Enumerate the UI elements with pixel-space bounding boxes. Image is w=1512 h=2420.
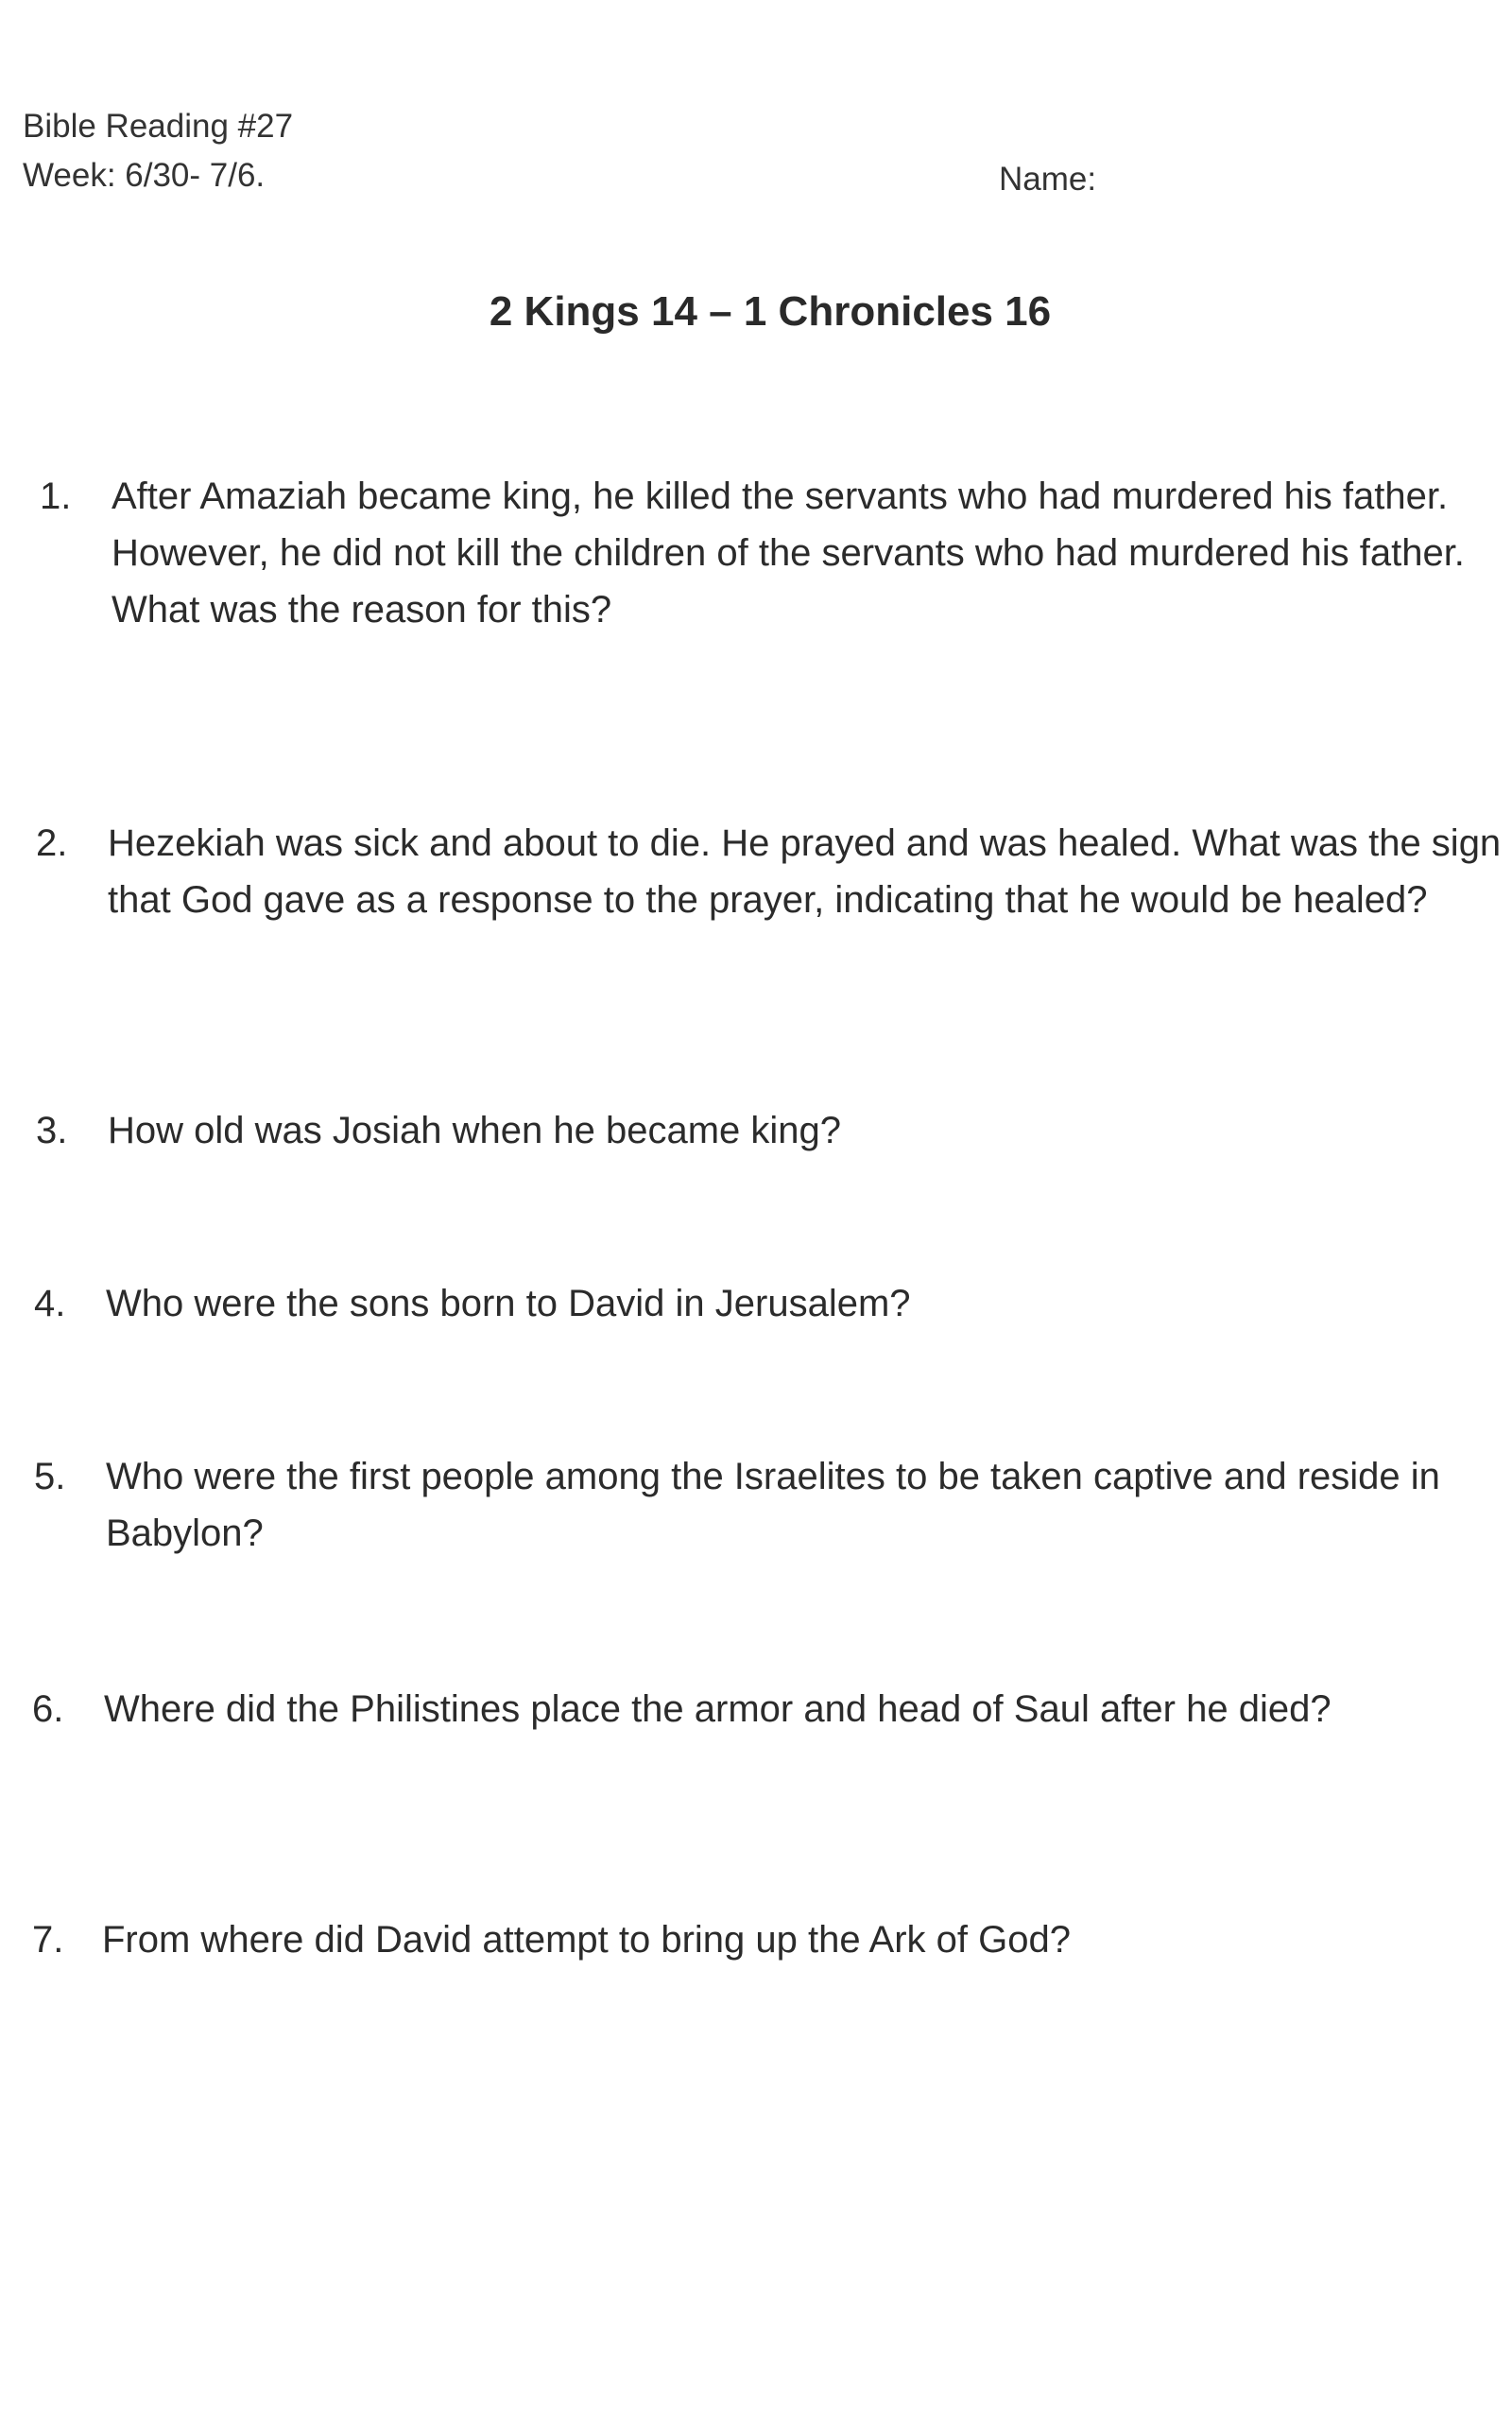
question-number: 7. xyxy=(32,1919,64,1961)
page-title: 2 Kings 14 – 1 Chronicles 16 xyxy=(489,288,1052,335)
question-number: 4. xyxy=(34,1283,66,1324)
question-number: 2. xyxy=(36,822,68,864)
question-text: Who were the sons born to David in Jerusalem? xyxy=(106,1283,911,1324)
question-text: After Amaziah became king, he killed the servants who had murdered his father. However, he did not kill the children of the servants who had murdered his father. What was the reason for this? xyxy=(112,475,1465,631)
question-text: How old was Josiah when he became king? xyxy=(108,1110,841,1151)
reading-number: Bible Reading #27 xyxy=(23,108,294,145)
question-text: Who were the first people among the Israelites to be taken captive and reside in Babylon? xyxy=(106,1456,1440,1554)
question-text: From where did David attempt to bring up the Ark of God? xyxy=(102,1919,1071,1961)
question-text: Hezekiah was sick and about to die. He prayed and was healed. What was the sign that God gave as a response to the prayer, indicating that he would be healed? xyxy=(108,822,1502,921)
question-number: 3. xyxy=(36,1110,68,1151)
question-number: 6. xyxy=(32,1688,64,1730)
worksheet-header xyxy=(23,102,293,200)
question-number: 1. xyxy=(40,475,72,517)
question-text: Where did the Philistines place the armor and head of Saul after he died? xyxy=(104,1688,1332,1730)
week-range: Week: 6/30- 7/6. xyxy=(23,157,266,194)
name-label: Name: xyxy=(999,161,1097,198)
question-number: 5. xyxy=(34,1456,66,1497)
